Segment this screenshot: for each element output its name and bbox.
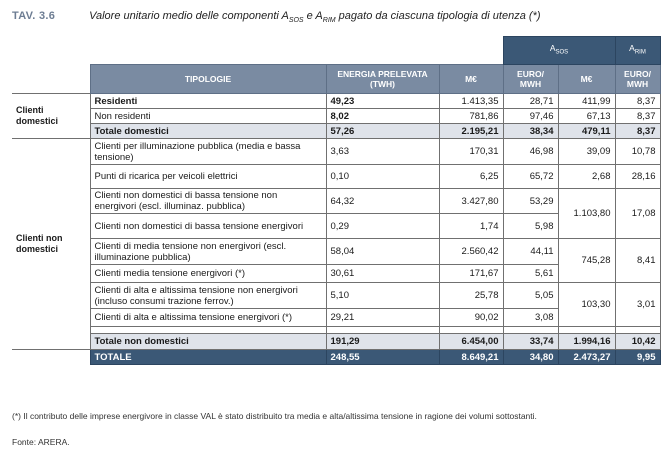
table-row: Clienti di alta e altissima tensione energivori (*) 29,21 90,02 3,08 [12,309,660,327]
table-row: Clienti di media tensione non energivori (escl. illuminazione pubblica) 58,04 2.560,42 44,11 745,28 8,41 [12,239,660,265]
col-energia: ENERGIA PRELEVATA (TWH) [326,65,439,94]
table-row: Totale domestici 57,26 2.195,21 38,34 479,11 8,37 [12,124,660,139]
table-row: Clienti non domestici di bassa tensione energivori 0,29 1,74 5,98 [12,214,660,239]
footnote: (*) Il contributo delle imprese energivore in classe VAL è stato distribuito tra media e alta/altissima tensione in ragione dei volumi sottostanti. [12,411,537,421]
table-row: Non residenti 8,02 781,86 97,46 67,13 8,37 [12,109,660,124]
col-rim-eur-mwh: EURO/ MWH [615,65,660,94]
col-sos-meur: M€ [439,65,503,94]
group-domestici: Clienti domestici [12,94,90,139]
col-rim-meur: M€ [558,65,615,94]
total-row: TOTALE 248,55 8.649,21 34,80 2.473,27 9,95 [12,350,660,365]
a-sos-header: $A_{SOS}$ [503,37,615,65]
a-rim-header: $A_{RIM}$ [615,37,660,65]
table-row: Clienti non domestici Clienti per illuminazione pubblica (media e bassa tensione) 3,63 170,31 46,98 39,09 10,78 [12,139,660,165]
table-row: Punti di ricarica per veicoli elettrici 0,10 6,25 65,72 2,68 28,16 [12,165,660,189]
table-row: Clienti non domestici di bassa tensione non energivori (escl. illuminaz. pubblica) 64,32 3.427,80 53,29 1.103,80 17,08 [12,189,660,214]
col-tipologie: TIPOLOGIE [90,65,326,94]
group-non-domestici: Clienti non domestici [12,139,90,350]
table-row: Clienti media tensione energivori (*) 30,61 171,67 5,61 [12,265,660,283]
table-number: TAV. 3.6 [12,10,56,22]
col-sos-eur-mwh: EURO/ MWH [503,65,558,94]
table-header [12,10,540,24]
table-title: Valore unitario medio delle componenti $A_{SOS}$ e $A_{RIM}$ pagato da ciascuna tipologia di utenza (*) [89,10,541,25]
source-note: Fonte: ARERA. [12,437,70,447]
table-row: Totale non domestici 191,29 6.454,00 33,74 1.994,16 10,42 [12,334,660,350]
data-table [12,36,661,365]
table-row: Clienti domestici Residenti 49,23 1.413,35 28,71 411,99 8,37 [12,94,660,109]
table-row: Clienti di alta e altissima tensione non energivori (incluso consumi trazione ferrov.) 5,10 25,78 5,05 103,30 3,01 [12,283,660,309]
